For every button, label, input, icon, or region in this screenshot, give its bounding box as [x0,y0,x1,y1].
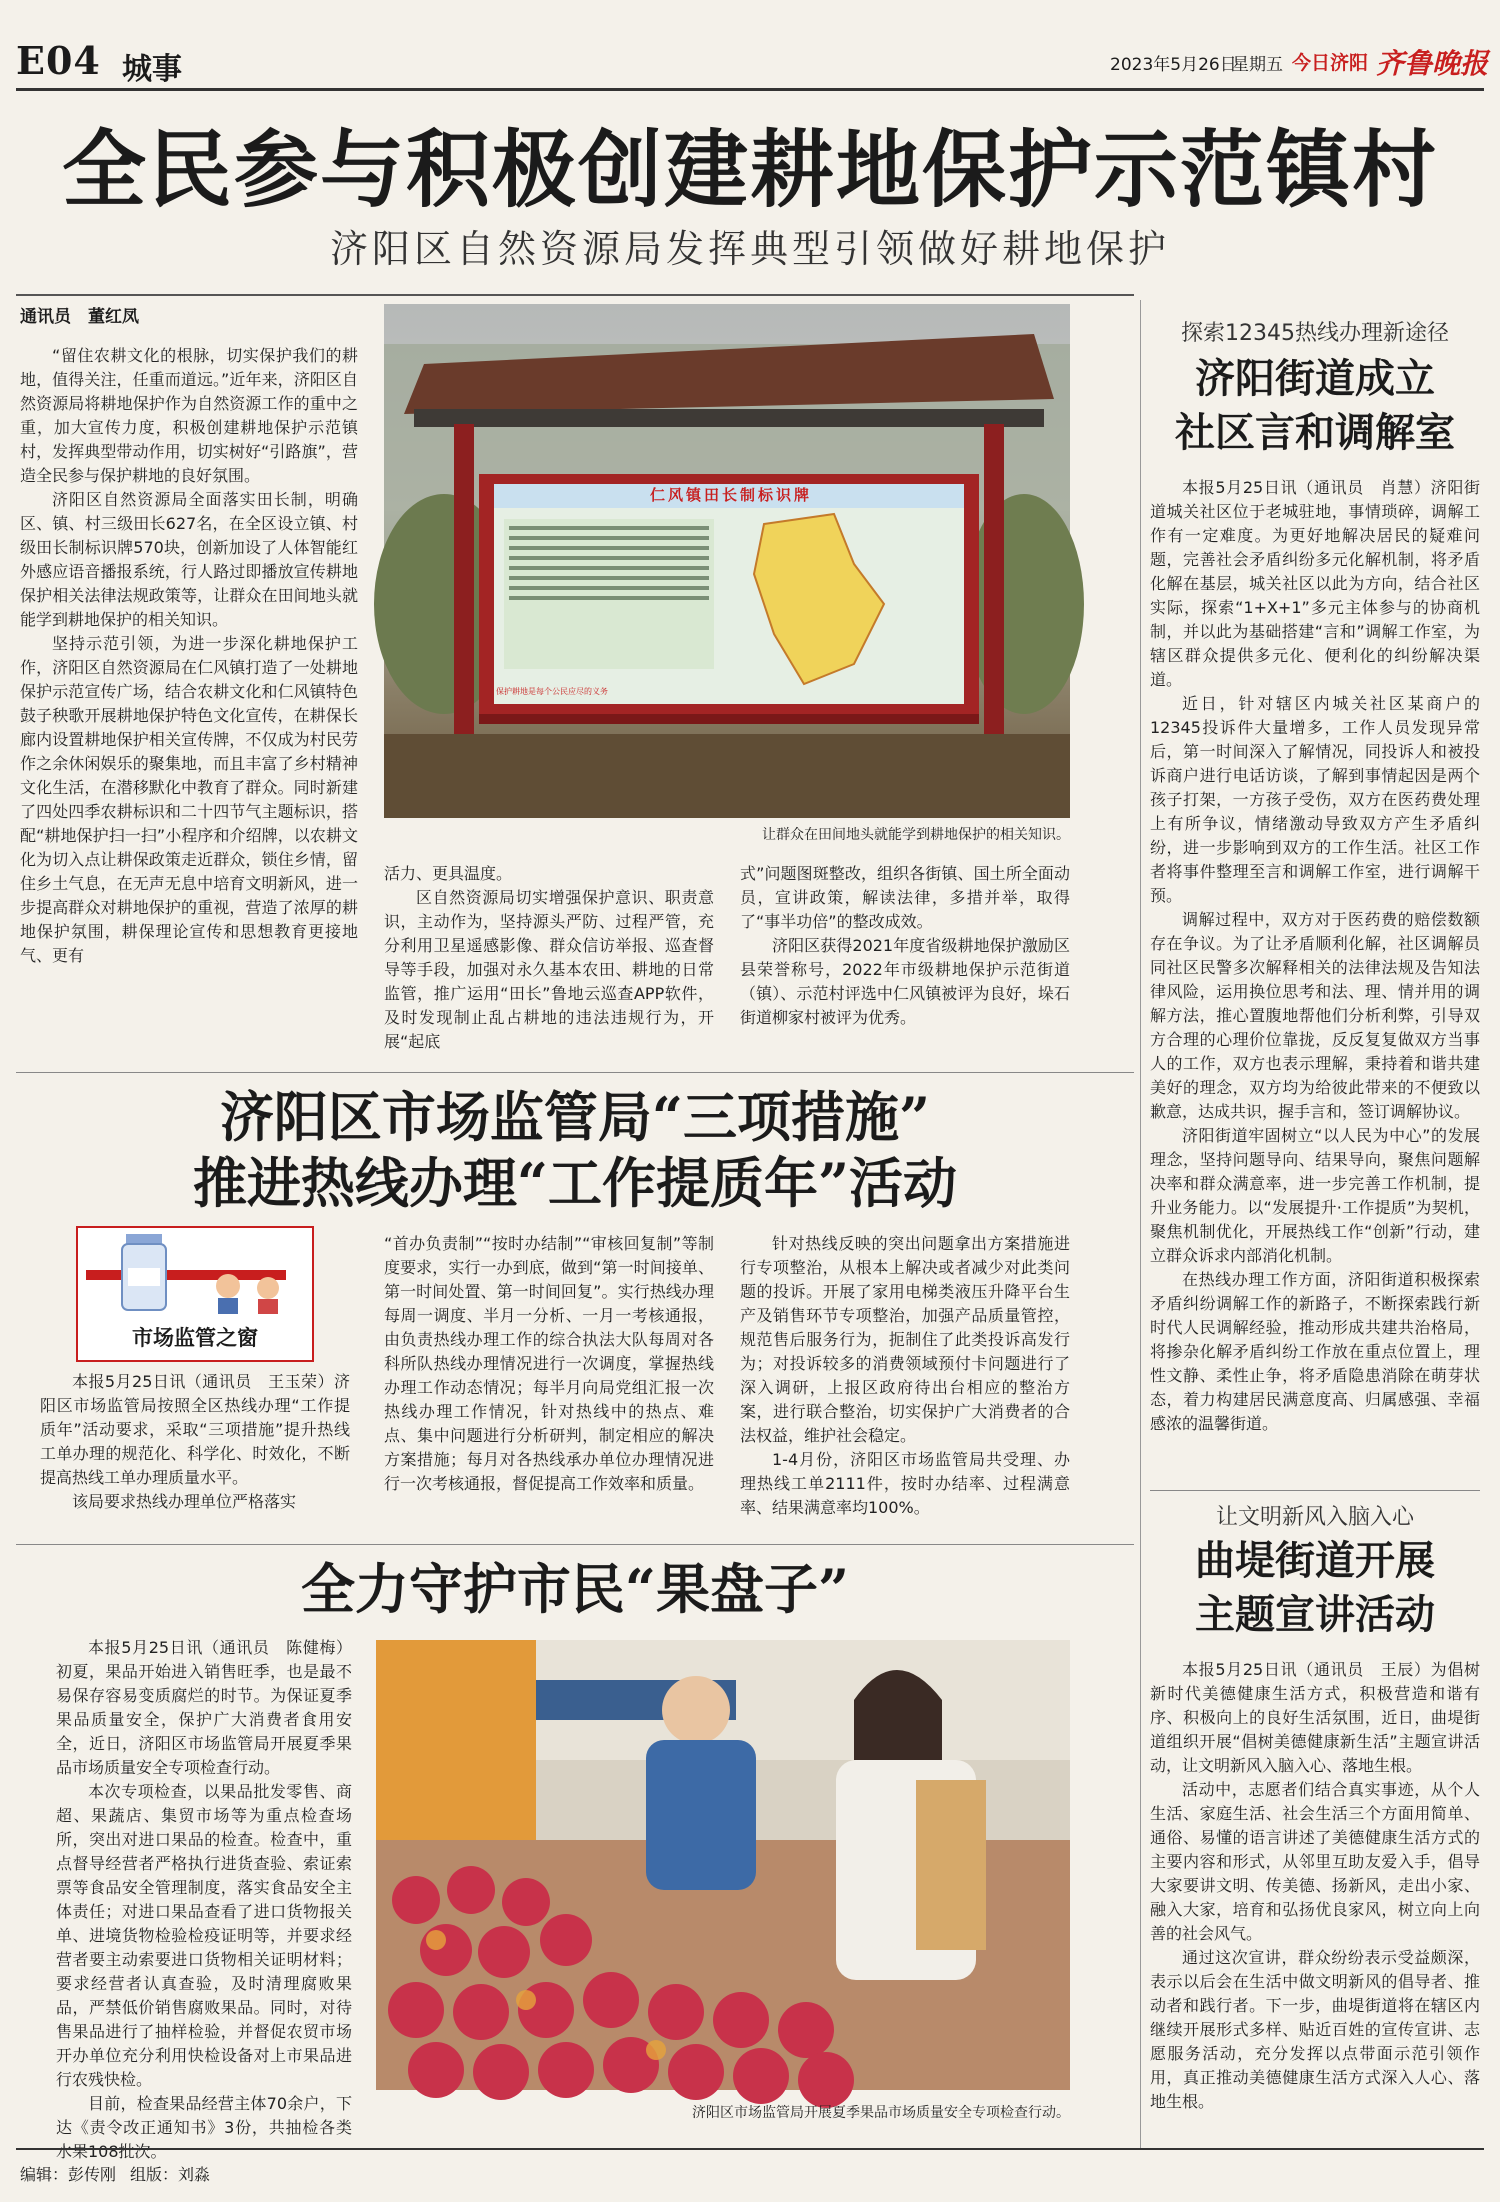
main-paragraph: 坚持示范引领，为进一步深化耕地保护工作，济阳区自然资源局在仁风镇打造了一处耕地保护示范宣传广场，结合农耕文化和仁风镇特色鼓子秧歌开展耕地保护特色文化宣传，在耕保长廊内设置耕地保护相关宣传牌，不仅成为村民劳作之余休闲娱乐的聚集地，而且丰富了乡村精神文化生活，在潜移默化中教育了群众。同时新建了四处四季农耕标识和二十四节气主题标识，搭配“耕地保护扫一扫”小程序和介绍牌，以农耕文化为切入点让耕保政策走近群众，锁住乡情，留住乡土气息，在无声无息中培育文明新风，进一步提高群众对耕地保护的重视，营造了浓厚的耕地保护氛围，耕保理论宣传和思想教育更接地气、更有 [20,634,358,965]
right2-body [1150,1658,1480,2140]
farmland-sign-drawing [384,304,1070,818]
main-paragraph: 济阳区自然资源局全面落实田长制，明确区、镇、村三级田长627名，在全区设立镇、村级田长制标识牌570块，创新加设了人体智能红外感应语音播报系统，行人路过即播放宣传耕地保护相关法律法规政策等，让群众在田间地头就能学到耕地保护的相关知识。 [20,490,358,629]
fruit-paragraph: 本报5月25日讯（通讯员 陈健梅）初夏，果品开始进入销售旺季，也是最不易保存容易变质腐烂的时节。为保证夏季果品质量安全，保护广大消费者食用安全，近日，济阳区市场监管局开展夏季果品市场质量安全专项检查行动。 [56,1638,352,1777]
right2-headline-line2: 主题宣讲活动 [1195,1591,1435,1638]
right1-headline-line1: 济阳街道成立 [1195,355,1435,402]
right1-paragraph: 本报5月25日讯（通讯员 肖慧）济阳街道城关社区位于老城驻地，事情琐碎，调解工作有一定难度。为更好地解决居民的疑难问题，完善社会矛盾纠纷多元化解机制，将矛盾化解在基层，城关社区以此为方向，结合社区实际，探索“1+X+1”多元主体参与的协商机制，并以此为基础搭建“言和”调解工作室，为辖区群众提供多元化、便利化的纠纷解决渠道。 [1150,478,1480,689]
right-divider [1150,1490,1480,1491]
sign-note: 保护耕地是每个公民应尽的义务 [496,687,608,696]
right1-body [1150,476,1480,1486]
market-logo-box [76,1226,314,1362]
fruit-paragraph: 本次专项检查，以果品批发零售、商超、果蔬店、集贸市场等为重点检查场所，突出对进口果品的检查。检查中，重点督导经营者严格执行进货查验、索证索票等食品安全管理制度，落实食品安全主体责任；对进口果品查看了进口货物报关单、进境货物检验检疫证明等，并要求经营者要主动索要进口货物相关证明材料；要求经营者认真查验，及时清理腐败果品，严禁低价销售腐败果品。同时，对待售果品进行了抽样检验，并督促农贸市场开办单位充分利用快检设备对上市果品进行农残快检。 [56,1782,352,2089]
issue-weekday: 星期五 [1232,55,1283,75]
right2-paragraph: 活动中，志愿者们结合真实事迹，从个人生活、家庭生活、社会生活三个方面用简单、通俗、易懂的语言讲述了美德健康生活方式的主要内容和形式，从邻里互助友爱入手，倡导大家要讲文明、传美德、扬新风，走出小家、融入大家，培育和弘扬优良家风，树立向上向善的社会风气。 [1150,1780,1480,1943]
sign-title: 仁风镇田长制标识牌 [649,486,812,504]
fruit-top-rule [16,1544,1134,1545]
main-paragraph: 区自然资源局切实增强保护意识、职责意识，主动作为，坚持源头严防、过程严管，充分利用卫星遥感影像、群众信访举报、巡查督导等手段，加强对永久基本农田、耕地的日常监管，推广运用“田长”鲁地云巡查APP软件，及时发现制止乱占耕地的违法违规行为，开展“起底 [384,888,714,1051]
right1-paragraph: 调解过程中，双方对于医药费的赔偿数额存在争议。为了让矛盾顺利化解，社区调解员同社区民警多次解释相关的法律法规及告知法律风险，运用换位思考和法、理、情并用的调解方法，推心置腹地帮他们分析利弊，引导双方合理的心理价位靠拢，反反复复做双方当事人的工作，双方也表示理解，秉持着和谐共建美好的理念，双方均为给彼此带来的不便致以歉意，达成共识，握手言和，签订调解协议。 [1150,910,1480,1121]
newspaper-logo: 齐鲁晚报 [1376,47,1489,80]
right2-paragraph: 通过这次宣讲，群众纷纷表示受益颇深，表示以后会在生活中做文明新风的倡导者、推动者和践行者。下一步，曲堤街道将在辖区内继续开展形式多样、贴近百姓的宣传宣讲、志愿服务活动，充分发挥以点带面示范引领作用，真正推动美德健康生活方式深入人心、落地生根。 [1150,1948,1480,2111]
market-paragraph: 1-4月份，济阳区市场监管局共受理、办理热线工单2111件，按时办结率、过程满意率、结果满意率均100%。 [740,1450,1070,1517]
market-paragraph: 针对热线反映的突出问题拿出方案措施进行专项整治，从根本上解决或者减少对此类问题的投诉。开展了家用电梯类液压升降平台生产及销售环节专项整治，加强产品质量管控，规范售后服务行为，扼制住了此类投诉高发行为；对投诉较多的消费领域预付卡问题进行了深入调研，上报区政府待出台相应的整治方案，进行联合整治，切实保护广大消费者的合法权益，维护社会稳定。 [740,1234,1070,1445]
main-paragraph: 活力、更具温度。 [384,864,513,883]
issue-date: 2023年5月26日 [1110,55,1237,75]
market-headline-line1: 济阳区市场监管局“三项措施” [219,1085,931,1149]
fruit-inspection-drawing [376,1640,1070,2090]
main-paragraph: 式”问题图斑整改，组织各街镇、国土所全面动员，宣讲政策，解读法律，多措并举，取得了“事半功倍”的整改成效。 [740,864,1070,931]
market-column-1 [40,1370,350,1535]
right2-paragraph: 本报5月25日讯（通讯员 王辰）为倡树新时代美德健康生活方式，积极营造和谐有序、积极向上的良好生活氛围，近日，曲堤街道组织开展“倡树美德健康新生活”主题宣讲活动，让文明新风入脑入心、落地生根。 [1150,1660,1480,1775]
market-column-2 [384,1232,714,1535]
right1-paragraph: 近日，针对辖区内城关社区某商户的12345投诉件大量增多，工作人员发现异常后，第一时间深入了解情况，同投诉人和被投诉商户进行电话访谈，了解到事情起因是两个孩子打架，一方孩子受伤，双方在医药费处理上有所争议，情绪激动导致双方产生矛盾纠纷，进一步影响到双方的工作生活。社区工作者将事件整理至言和调解工作室，进行调解干预。 [1150,694,1480,905]
right1-paragraph: 在热线办理工作方面，济阳街道积极探索矛盾纠纷调解工作的新路子，不断探索践行新时代人民调解经验，推动形成共建共治格局，将掺杂化解矛盾纠纷工作放在重点位置上，理性文静、柔性止争，将矛盾隐患消除在萌芽状态，着力构建居民满意度高、归属感强、幸福感浓的温馨街道。 [1150,1270,1480,1433]
main-column-1 [20,344,358,1056]
page-number: E04 [16,38,101,83]
fruit-paragraph: 目前，检查果品经营主体70余户，下达《责令改正通知书》3份，共抽检各类水果108批次。 [56,2094,352,2161]
fruit-headline: 全力守护市民“果盘子” [300,1557,850,1621]
fruit-photo-caption: 济阳区市场监管局开展夏季果品市场质量安全专项检查行动。 [692,2105,1070,2121]
main-headline: 全民参与积极创建耕地保护示范镇村 [61,120,1438,219]
column-name: 今日济阳 [1292,52,1369,74]
market-headline-line2: 推进热线办理“工作提质年”活动 [192,1151,958,1215]
header-rule [16,88,1484,91]
right1-paragraph: 济阳街道牢固树立“以人民为中心”的发展理念，坚持问题导向、结果导向，聚焦问题解决率和群众满意率，进一步完善工作机制，提升业务能力。以“发展提升·工作提质”为契机，聚焦机制优化，开展热线工作“创新”行动，建立群众诉求内部消化机制。 [1150,1126,1480,1265]
farmland-sign-photo [384,304,1070,818]
market-paragraph: 该局要求热线办理单位严格落实 [72,1492,297,1511]
right1-kicker: 探索12345热线办理新途径 [1181,321,1449,346]
main-column-3 [740,862,1070,1056]
market-paragraph: “首办负责制”“按时办结制”“审核回复制”等制度要求，实行一办到底，做到“第一时间接单、第一时间处置、第一时间回复”。实行热线办理每周一调度、半月一分析、一月一考核通报，由负责热线办理工作的综合执法大队每周对各科所队热线办理情况进行一次调度，掌握热线办理工作动态情况；每半月向局党组汇报一次热线办理工作情况，针对热线中的热点、难点、集中问题进行分析研判，制定相应的解决方案措施；每月对各热线承办单位办理情况进行一次考核通报，督促提高工作效率和质量。 [384,1234,714,1493]
footer-editor: 编辑：彭传刚 [20,2165,117,2184]
market-paragraph: 本报5月25日讯（通讯员 王玉荣）济阳区市场监管局按照全区热线办理“工作提质年”活动要求，采取“三项措施”提升热线工单办理的规范化、科学化、时效化，不断提高热线工单办理质量水平。 [40,1372,350,1487]
right2-kicker: 让文明新风入脑入心 [1215,1505,1414,1530]
market-logo-icon [78,1228,312,1320]
footer-rule [16,2148,1484,2150]
footer-layout: 组版：刘淼 [130,2165,211,2184]
right-column-divider [1140,300,1141,2150]
right1-headline-line2: 社区言和调解室 [1175,409,1455,456]
main-byline: 通讯员 董红凤 [20,307,139,327]
fruit-inspection-photo [376,1640,1070,2090]
market-column-3 [740,1232,1070,1535]
section-name: 城事 [122,52,182,87]
market-top-rule [16,1072,1134,1073]
fruit-column-1 [56,1636,352,2161]
farmland-photo-caption: 让群众在田间地头就能学到耕地保护的相关知识。 [762,827,1070,843]
main-column-2 [384,862,714,1056]
right2-headline-line1: 曲堤街道开展 [1195,1537,1435,1584]
main-paragraph: “留住农耕文化的根脉，切实保护我们的耕地，值得关注，任重而道远。”近年来，济阳区自然资源局将耕地保护作为自然资源工作的重中之重，加大宣传力度，积极创建耕地保护示范镇村，发挥典型带动作用，切实树好“引路旗”，营造全民参与保护耕地的良好氛围。 [20,346,358,485]
market-logo-label: 市场监管之窗 [132,1326,258,1350]
main-paragraph: 济阳区获得2021年度省级耕地保护激励区县荣誉称号，2022年市级耕地保护示范街道（镇）、示范村评选中仁风镇被评为良好，垛石街道柳家村被评为优秀。 [740,936,1070,1027]
main-subheadline: 济阳区自然资源局发挥典型引领做好耕地保护 [329,227,1170,271]
main-top-rule [16,294,1134,296]
